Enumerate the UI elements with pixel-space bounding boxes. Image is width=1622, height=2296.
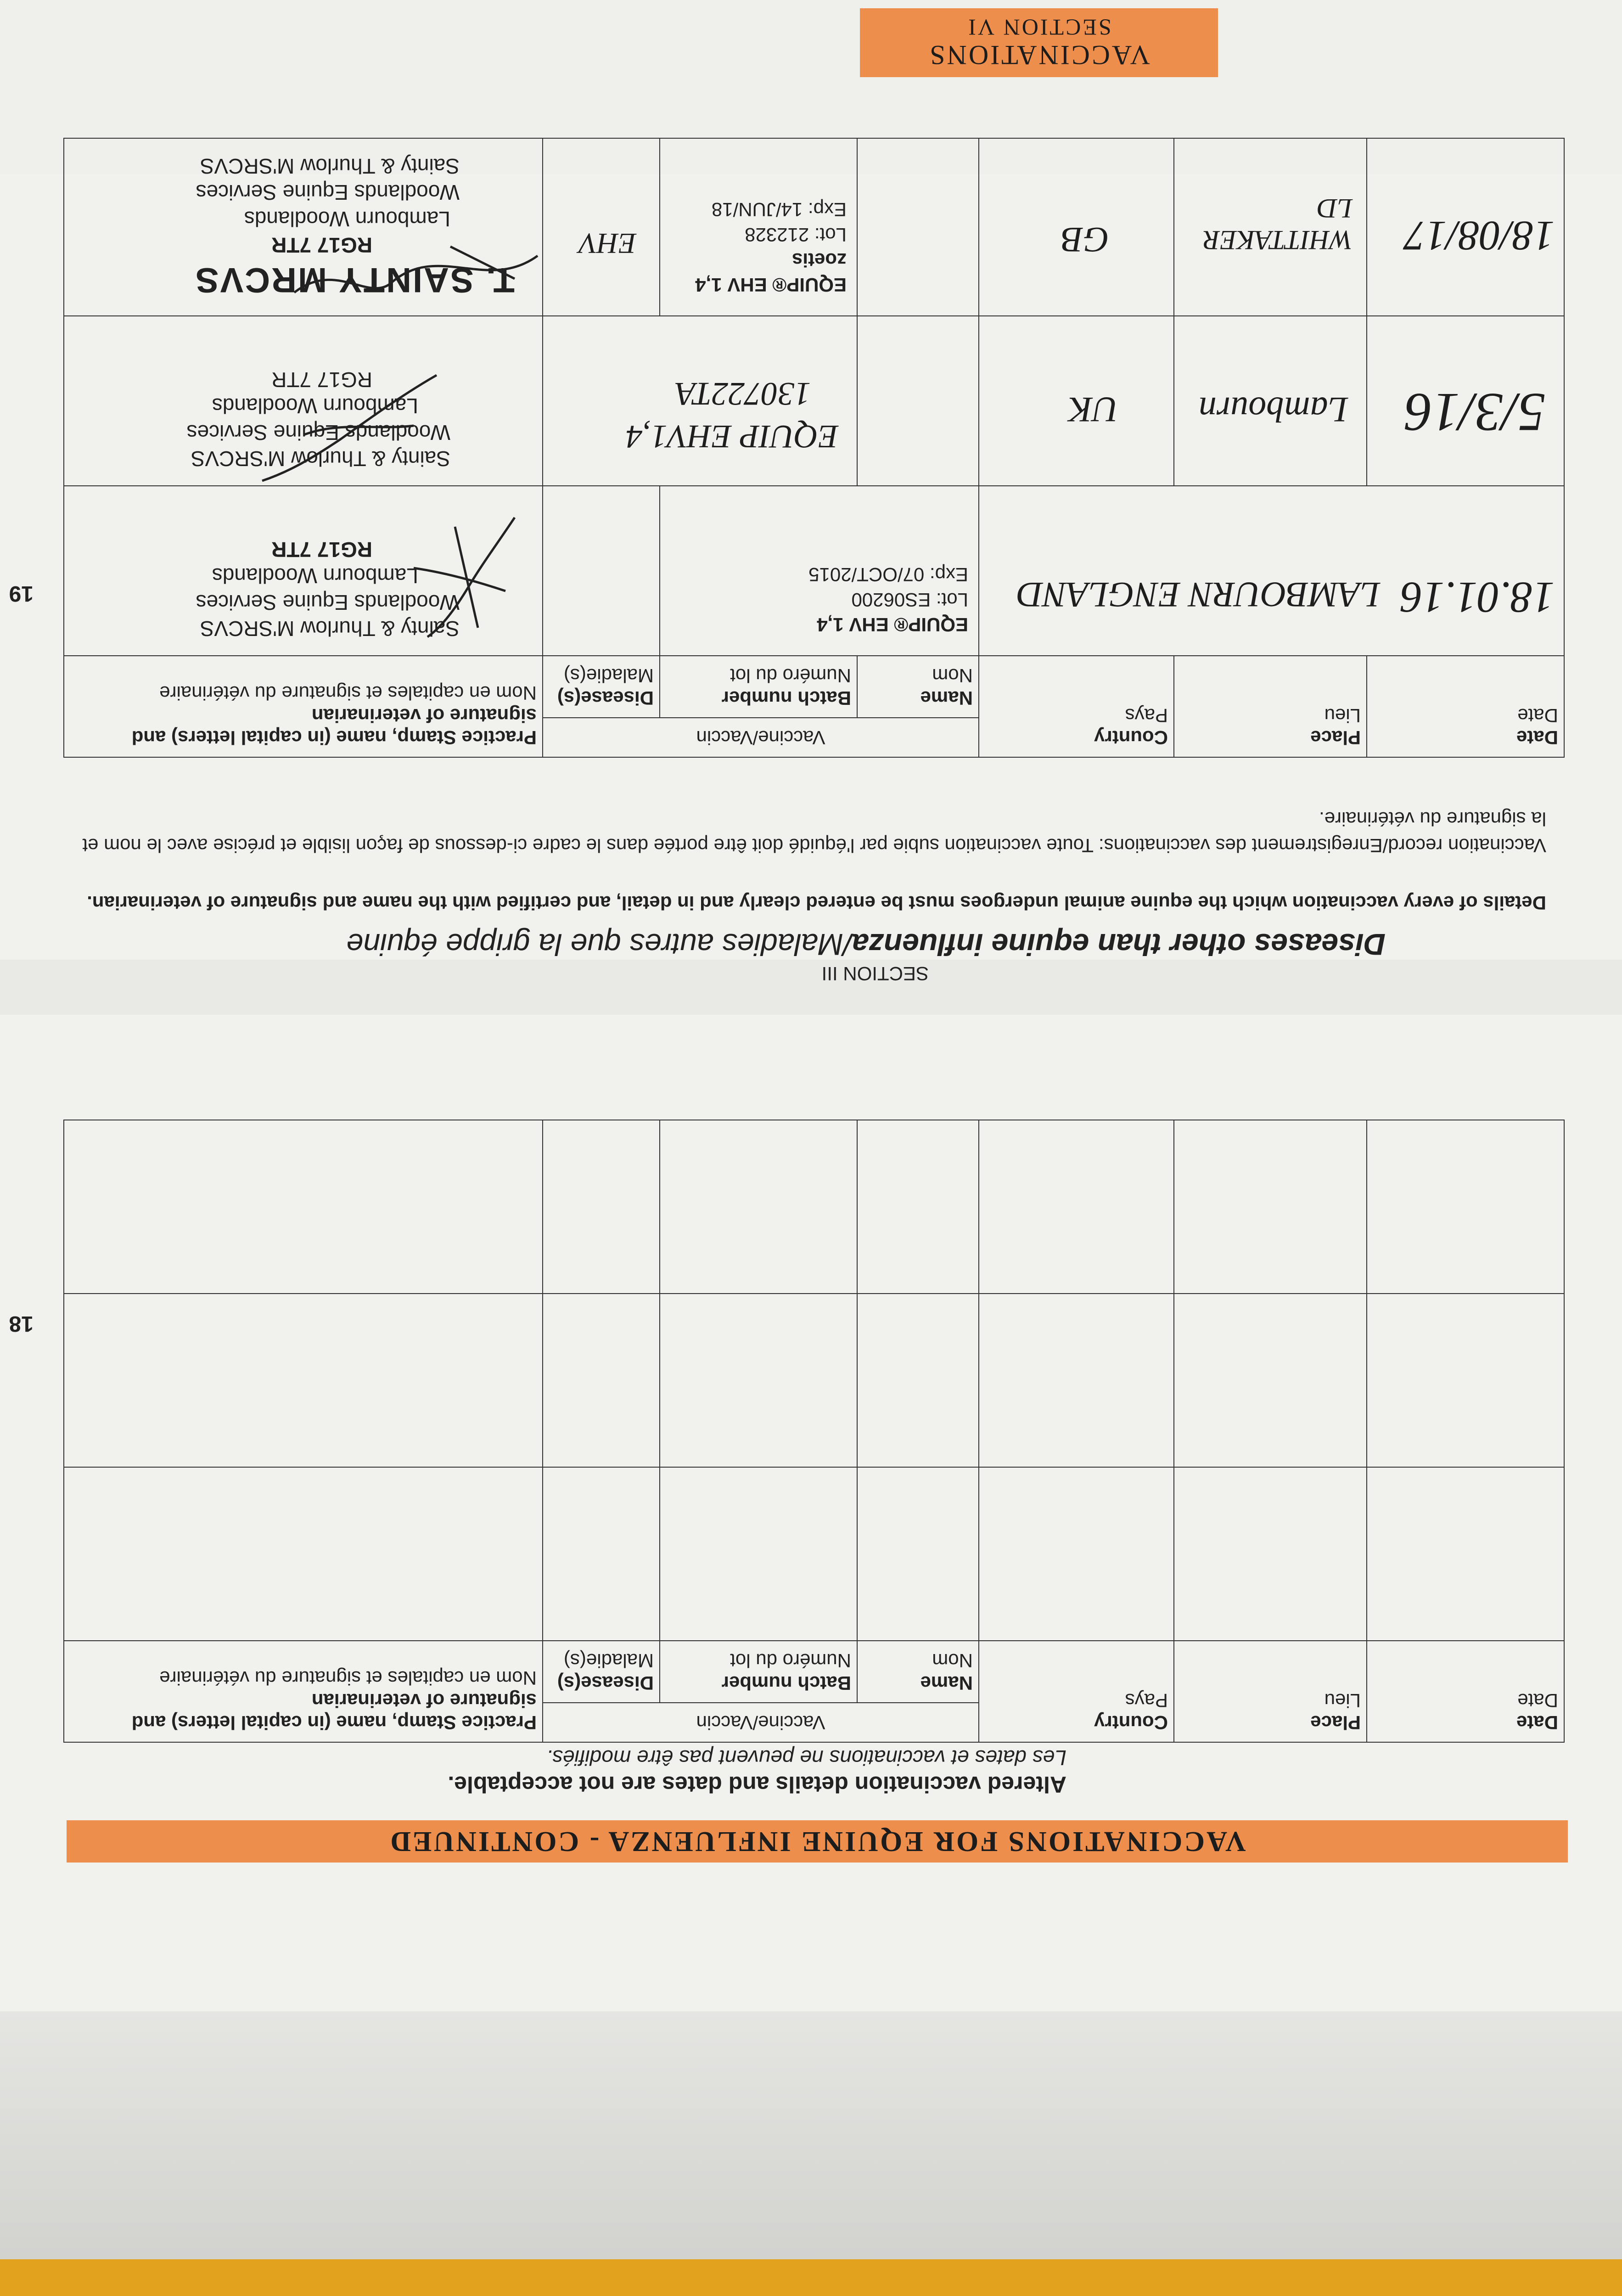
p19-header-country: Country Pays xyxy=(979,656,1174,757)
row3-place: WHITTAKER LD xyxy=(1174,138,1367,316)
page-19-banner: VACCINATIONS SECTION VI xyxy=(860,8,1218,77)
instructions-fr: Vaccination record/Enregistrement des vaccinations: Toute vaccination subie par l'équidé doit être portée dans le cadre ci-dessous de façon lisible et précise avec le nom et la signature du vétérinaire. xyxy=(82,808,1546,856)
row2-vaccine-handwritten: EQUIP EHV1,4 130722TA xyxy=(543,316,857,486)
p19-header-name: Name Nom xyxy=(857,656,979,718)
scan-shadow-band xyxy=(0,2011,1622,2296)
row1-stamp: Sainty & Thurlow M'SRCVS Woodlands Equine Services Lambourn Woodlands RG17 7TR xyxy=(64,486,543,656)
diseases-title: Diseases other than equine influenza/Maladies autres que la grippe équine xyxy=(346,928,1386,962)
p19-header-diseases: Disease(s) Maladie(s) xyxy=(543,656,660,718)
row1-diseases xyxy=(543,486,660,656)
row3-diseases: EHV xyxy=(543,138,660,316)
row2-country: UK xyxy=(979,316,1174,486)
p18-empty-row xyxy=(64,1294,1564,1467)
row2-stamp: Sainty & Thurlow M'SRCVS Woodlands Equine Services Lambourn Woodlands RG17 7TR xyxy=(64,316,543,486)
p18-empty-row xyxy=(64,1120,1564,1294)
page-number-18: 18 xyxy=(9,1311,34,1336)
row2-date: 5/3/16 xyxy=(1367,316,1564,486)
section-label: SECTION III xyxy=(821,963,929,985)
p18-header-date: Date Date xyxy=(1367,1641,1564,1742)
row3-stamp: T. SAINTY MRCVS RG17 7TR Lambourn Woodlands Woodlands Equine Services Sainty & Thurlow M'SRCVS xyxy=(64,138,543,316)
row3-vaccine-label: EQUIP® EHV 1,4 zoetis Lot: 212328 Exp: 14/JUN/18 xyxy=(660,138,857,316)
row3-vaccine-name xyxy=(857,138,979,316)
vaccination-row xyxy=(64,138,1564,316)
p19-header-place: Place Lieu xyxy=(1174,656,1367,757)
p18-header-country: Country Pays xyxy=(979,1641,1174,1742)
row1-date: 18.01.16 xyxy=(1400,573,1555,623)
vaccination-row xyxy=(64,486,1564,656)
row1-place: LAMBOURN ENGLAND xyxy=(1017,575,1380,615)
p18-header-stamp: Practice Stamp, name (in capital letters) and signature of veterinarian Nom en capitales et signature du vétérinaire xyxy=(64,1641,543,1742)
instructions-en: Details of every vaccination which the equine animal undergoes must be entered clearly and in detail, and certified with the name and signature of veterinarian. xyxy=(87,892,1546,914)
row3-date: 18/08/17 xyxy=(1367,138,1564,316)
page-19-table xyxy=(63,138,1565,758)
p18-header-vaccine: Vaccine/Vaccin xyxy=(543,1703,979,1742)
p18-header-batch: Batch number Numéro du lot xyxy=(660,1641,857,1703)
p18-empty-row xyxy=(64,1467,1564,1641)
page-18-banner: VACCINATIONS FOR EQUINE INFLUENZA - CONTINUED xyxy=(67,1820,1568,1863)
altered-details-note-fr: Les dates et vaccinations ne peuvent pas être modifiés. xyxy=(546,1746,1066,1770)
p19-header-vaccine: Vaccine/Vaccin xyxy=(543,718,979,757)
page-gutter xyxy=(0,960,1622,1015)
altered-details-note: Altered vaccination details and dates are not acceptable. xyxy=(448,1772,1066,1797)
p18-header-place: Place Lieu xyxy=(1174,1641,1367,1742)
vaccination-row xyxy=(64,316,1564,486)
p19-header-stamp: Practice Stamp, name (in capital letters) and signature of veterinarian Nom en capitales et signature du vétérinaire xyxy=(64,656,543,757)
row2-place: Lambourn xyxy=(1174,316,1367,486)
orange-edge-band xyxy=(0,2259,1622,2296)
row2-vaccine-name xyxy=(857,316,979,486)
page-18-table xyxy=(63,1120,1565,1743)
page-number-19: 19 xyxy=(9,581,34,606)
row1-date-place xyxy=(979,486,1564,656)
p19-header-date: Date Date xyxy=(1367,656,1564,757)
row3-country: GB xyxy=(979,138,1174,316)
p18-header-diseases: Disease(s) Maladie(s) xyxy=(543,1641,660,1703)
p19-header-batch: Batch number Numéro du lot xyxy=(660,656,857,718)
row1-vaccine-label: EQUIP® EHV 1,4 Lot: ES06200 Exp: 07/OCT/2015 xyxy=(660,486,979,656)
p18-header-name: Name Nom xyxy=(857,1641,979,1703)
